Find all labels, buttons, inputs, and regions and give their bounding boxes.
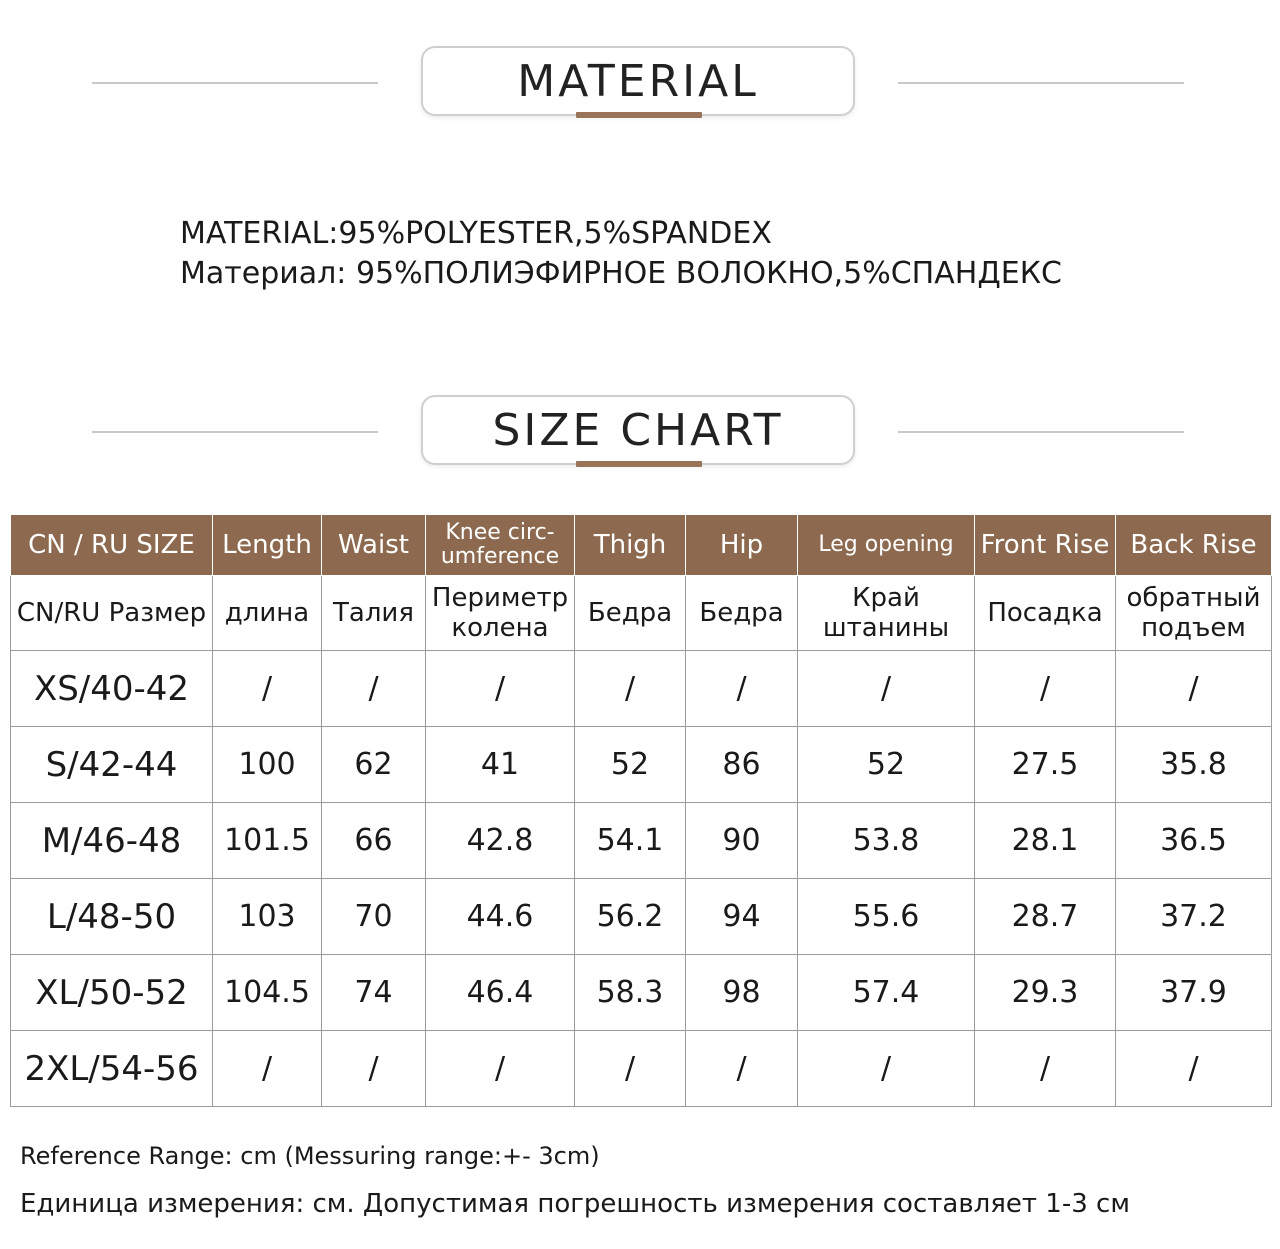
measurement-cell: 29.3 (975, 955, 1116, 1031)
measurement-cell: 57.4 (798, 955, 975, 1031)
measurement-cell: / (798, 651, 975, 727)
size-chart-section-header (0, 395, 1280, 475)
measurement-cell: 55.6 (798, 879, 975, 955)
column-header: Hip (686, 515, 798, 576)
material-line-ru: Материал: 95%ПОЛИЭФИРНОЕ ВОЛОКНО,5%СПАНДЕКС (180, 256, 1062, 291)
size-cell: S/42-44 (11, 727, 213, 803)
material-title: MATERIAL (421, 46, 855, 116)
header-row-en (11, 515, 1272, 576)
measurement-cell: 86 (686, 727, 798, 803)
column-header-ru: длина (213, 576, 322, 651)
measurement-notes (20, 1138, 1130, 1224)
measurement-cell: / (426, 1031, 575, 1107)
title-underline (576, 461, 702, 467)
measurement-cell: / (575, 651, 686, 727)
measurement-cell: 74 (322, 955, 426, 1031)
measurement-cell: 27.5 (975, 727, 1116, 803)
title-underline (576, 112, 702, 118)
measurement-cell: 58.3 (575, 955, 686, 1031)
note-en: Reference Range: cm (Messuring range:+- 3cm) (20, 1142, 600, 1170)
measurement-cell: / (426, 651, 575, 727)
measurement-cell: / (975, 1031, 1116, 1107)
size-cell: 2XL/54-56 (11, 1031, 213, 1107)
column-header: CN / RU SIZE (11, 515, 213, 576)
measurement-cell: 101.5 (213, 803, 322, 879)
column-header: Front Rise (975, 515, 1116, 576)
column-header-ru: Бедра (686, 576, 798, 651)
material-description (180, 214, 1062, 294)
measurement-cell: 41 (426, 727, 575, 803)
measurement-cell: / (975, 651, 1116, 727)
measurement-cell: 98 (686, 955, 798, 1031)
measurement-cell: / (213, 1031, 322, 1107)
size-cell: L/48-50 (11, 879, 213, 955)
measurement-cell: / (213, 651, 322, 727)
table-row (11, 955, 1272, 1031)
measurement-cell: / (322, 651, 426, 727)
measurement-cell: / (798, 1031, 975, 1107)
measurement-cell: 66 (322, 803, 426, 879)
measurement-cell: 52 (575, 727, 686, 803)
measurement-cell: 104.5 (213, 955, 322, 1031)
material-section-header (0, 46, 1280, 126)
size-cell: XS/40-42 (11, 651, 213, 727)
measurement-cell: 94 (686, 879, 798, 955)
size-cell: M/46-48 (11, 803, 213, 879)
measurement-cell: / (686, 651, 798, 727)
measurement-cell: 36.5 (1116, 803, 1272, 879)
measurement-cell: / (1116, 1031, 1272, 1107)
column-header-ru: Бедра (575, 576, 686, 651)
measurement-cell: 56.2 (575, 879, 686, 955)
measurement-cell: 90 (686, 803, 798, 879)
measurement-cell: / (575, 1031, 686, 1107)
measurement-cell: 54.1 (575, 803, 686, 879)
measurement-cell: / (686, 1031, 798, 1107)
table-row (11, 1031, 1272, 1107)
column-header-ru: Край штанины (798, 576, 975, 651)
measurement-cell: 35.8 (1116, 727, 1272, 803)
column-header-ru: CN/RU Размер (11, 576, 213, 651)
column-header-ru: обратный подъем (1116, 576, 1272, 651)
note-ru: Единица измерения: см. Допустимая погрешность измерения составляет 1-3 см (20, 1189, 1130, 1219)
measurement-cell: / (1116, 651, 1272, 727)
column-header: Waist (322, 515, 426, 576)
divider-line-right (898, 431, 1184, 433)
size-chart-title: SIZE CHART (421, 395, 855, 465)
column-header-ru: Периметр колена (426, 576, 575, 651)
measurement-cell: 46.4 (426, 955, 575, 1031)
measurement-cell: 28.1 (975, 803, 1116, 879)
measurement-cell: 62 (322, 727, 426, 803)
column-header: Length (213, 515, 322, 576)
column-header: Leg opening (798, 515, 975, 576)
measurement-cell: 28.7 (975, 879, 1116, 955)
measurement-cell: 70 (322, 879, 426, 955)
measurement-cell: 52 (798, 727, 975, 803)
measurement-cell: 37.2 (1116, 879, 1272, 955)
column-header-ru: Талия (322, 576, 426, 651)
divider-line-right (898, 82, 1184, 84)
material-line-en: MATERIAL:95%POLYESTER,5%SPANDEX (180, 216, 772, 251)
measurement-cell: / (322, 1031, 426, 1107)
header-row-ru (11, 576, 1272, 651)
size-cell: XL/50-52 (11, 955, 213, 1031)
measurement-cell: 44.6 (426, 879, 575, 955)
measurement-cell: 37.9 (1116, 955, 1272, 1031)
measurement-cell: 53.8 (798, 803, 975, 879)
table-row (11, 651, 1272, 727)
measurement-cell: 103 (213, 879, 322, 955)
table-row (11, 803, 1272, 879)
divider-line-left (92, 431, 378, 433)
table-row (11, 727, 1272, 803)
divider-line-left (92, 82, 378, 84)
column-header: Knee circ-umference (426, 515, 575, 576)
table-row (11, 879, 1272, 955)
measurement-cell: 42.8 (426, 803, 575, 879)
column-header: Back Rise (1116, 515, 1272, 576)
size-chart-table (10, 514, 1272, 1107)
column-header: Thigh (575, 515, 686, 576)
measurement-cell: 100 (213, 727, 322, 803)
column-header-ru: Посадка (975, 576, 1116, 651)
